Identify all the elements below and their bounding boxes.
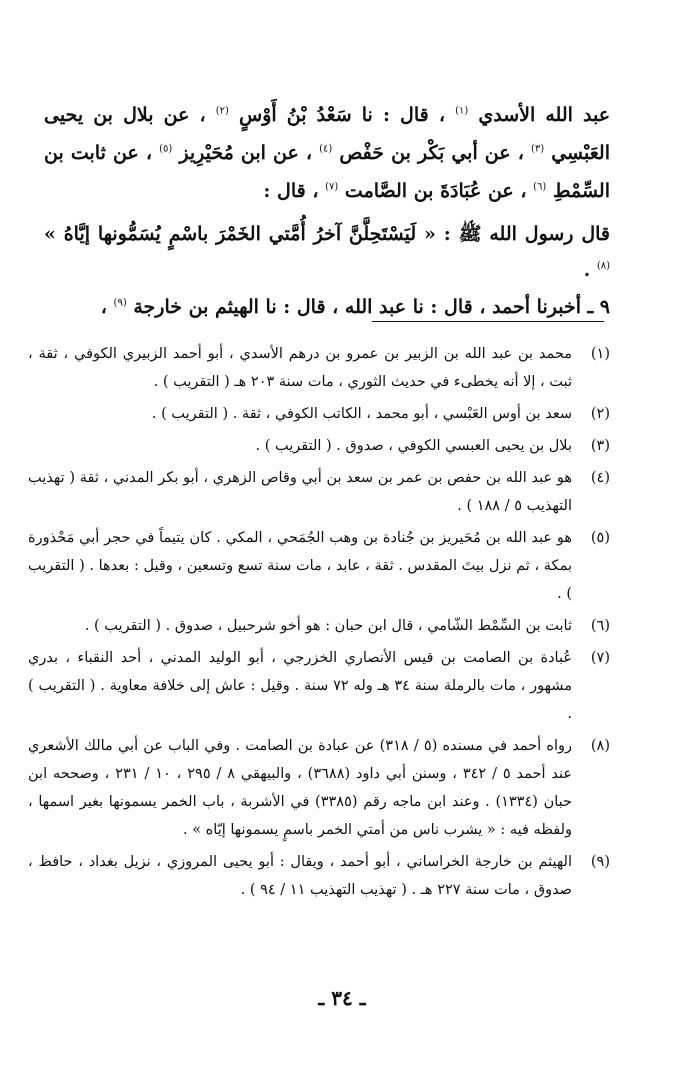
main-text-segment: ٩ ـ أخبرنا أحمد ، قال : نا عبد الله ، قال : نا الهيثم بن خارجة <box>133 296 610 318</box>
footnote-separator <box>372 321 604 322</box>
footnote-number: (١) <box>590 346 610 362</box>
main-text-segment: ، عن ابن مُحَيْرِيز <box>179 142 313 164</box>
hadith-paragraph <box>44 216 610 288</box>
footnote-number: (٥) <box>590 530 610 546</box>
footnote-number: (٤) <box>590 470 610 486</box>
footnote-number: (٦) <box>590 618 610 634</box>
footnote-marker[interactable]: (٣) <box>530 143 545 155</box>
footnote-marker[interactable]: (٢) <box>215 105 229 117</box>
footnote-text: ثابت بن السِّمْط الشّامي ، قال ابن حبان : هو أخو شرحبيل ، صدوق . ( التقريب ) . <box>84 618 572 634</box>
footnotes-list <box>28 340 610 908</box>
footnote-item <box>28 612 610 640</box>
footnote-number: (٨) <box>590 738 610 754</box>
main-text-segment: ، <box>100 296 107 318</box>
main-text <box>44 96 610 326</box>
footnote-marker[interactable]: (٥) <box>159 143 173 155</box>
footnote-item <box>28 464 610 520</box>
footnote-item <box>28 340 610 396</box>
footnote-text: سعد بن أوس العَبْسي ، أبو محمد ، الكاتب الكوفي ، ثقة . ( التقريب ) . <box>151 406 572 422</box>
footnote-marker[interactable]: (٦) <box>533 181 547 193</box>
footnote-marker[interactable]: (١) <box>455 105 469 117</box>
main-text-segment: . <box>583 259 591 281</box>
main-text-segment: ، عن ثابت بن السِّمْطِ <box>44 142 610 202</box>
footnote-marker[interactable]: (٩) <box>113 297 127 309</box>
footnote-number: (٩) <box>590 854 610 870</box>
footnote-text: رواه أحمد في مسنده (٥ / ٣١٨) عن عبادة بن الصامت . وفي الباب عن أبي مالك الأشعري عند أحمد ٥ / ٣٤٢ ، وسنن أبي داود (٣٦٨٨) ، والبيهقي ٨ / ٢٩٥ ، ١٠ / ٢٣١ ، وصححه ابن حبان (١٣٣٤) . وعند ابن ماجه رقم (٣٣٨٥) في الأشربة ، باب الخمر يسمونها بغير اسمها ، ولفظه فيه : « يشرب ناس من أمتي الخمر باسمٍ يسمونها إيّاه » . <box>28 738 573 838</box>
footnote-marker[interactable]: (٧) <box>325 181 339 193</box>
footnote-item <box>28 524 610 608</box>
main-text-segment: ، عن أبي بَكْر بن حَفْص <box>339 142 524 164</box>
isnad-paragraph <box>44 96 610 210</box>
footnote-number: (٣) <box>590 438 610 454</box>
footnote-item <box>28 644 610 728</box>
footnote-text: بلال بن يحيى العبسي الكوفي ، صدوق . ( التقريب ) . <box>255 438 572 454</box>
footnote-text: هو عبد الله بن مُحَيريز بن جُنادة بن وهب الجُمَحي ، المكي . كان يتيماً في حجر أبي مَحْذورة بمكة ، ثم نزل بيتَ المقدس . ثقة ، عابد ، مات سنة تسع وتسعين ، وقيل : بعدها . ( التقريب ) . <box>28 530 572 602</box>
main-text-segment: عبد الله الأسدي <box>478 104 611 126</box>
footnote-number: (٢) <box>590 406 610 422</box>
footnote-text: الهيثم بن خارجة الخراساني ، أبو أحمد ، ويقال : أبو يحيى المروزي ، نزيل بغداد ، حافظ ، صدوق ، مات سنة ٢٢٧ هـ . ( تهذيب التهذيب ١١ / ٩٤ ) . <box>28 854 572 898</box>
page-number: ـ ٣٤ ـ <box>318 986 366 1010</box>
footnote-item <box>28 848 610 904</box>
hadith-text: قال رسول الله ﷺ : « لَيَسْتَحِلَّنَّ آخرُ أُمَّتي الخَمْرَ باسْمٍ يُسَمُّونها إيَّاهُ » <box>44 223 610 245</box>
footnote-marker[interactable]: (٨) <box>596 260 610 272</box>
footnote-item <box>28 432 610 460</box>
main-text-segment: ، قال : نا سَعْدُ بْنُ أَوْسٍ <box>239 104 445 126</box>
main-text-segment: ، عن عُبَادَةَ بن الصَّامت <box>344 180 527 202</box>
main-text-segment: ، عن بلال بن يحيى العَبْسِي <box>44 104 610 164</box>
footnote-item <box>28 400 610 428</box>
footnote-marker[interactable]: (٤) <box>319 143 333 155</box>
main-text-segment: ، قال : <box>263 180 319 202</box>
footnote-text: هو عبد الله بن حفص بن عمر بن سعد بن أبي وقاص الزهري ، أبو بكر المدني ، ثقة ( تهذيب التهذيب ٥ / ١٨٨ ) . <box>28 470 572 514</box>
footnote-text: عُبادة بن الصامت بن قيس الأنصاري الخزرجي ، أبو الوليد المدني ، أحد النقباء ، بدري مشهور ، مات بالرملة سنة ٣٤ هـ وله ٧٢ سنة . وقيل : عاش إلى خلافة معاوية . ( التقريب ) . <box>28 650 572 722</box>
footnote-text: محمد بن عبد الله بن الزبير بن عمرو بن درهم الأسدي ، أبو أحمد الزبيري الكوفي ، ثقة ، ثبت ، إلا أنه يخطىء في حديث الثوري ، مات سنة ٢٠٣ هـ ( التقريب ) . <box>28 346 572 390</box>
footnote-item <box>28 732 610 844</box>
footnote-number: (٧) <box>590 650 610 666</box>
